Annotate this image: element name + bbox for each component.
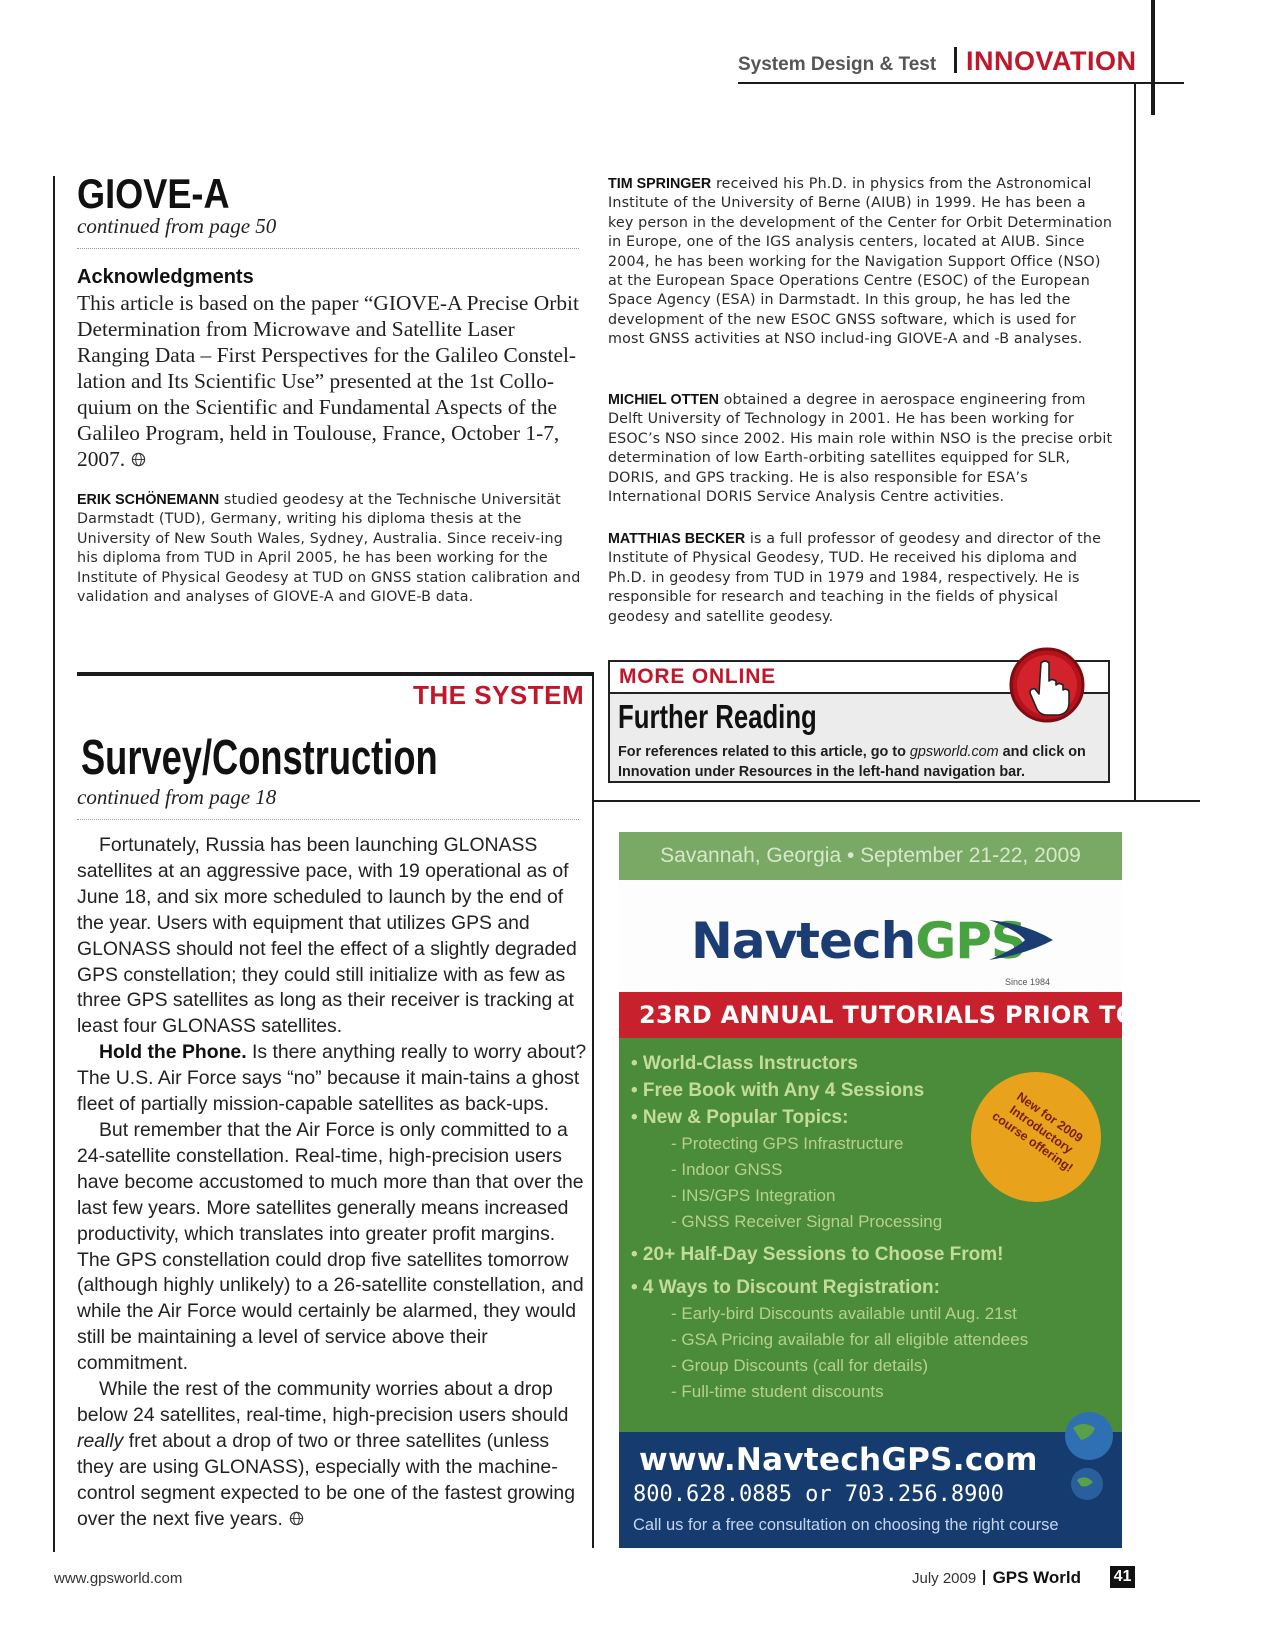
bio-name: ERIK SCHÖNEMANN bbox=[77, 492, 220, 508]
logo-swoosh-icon bbox=[987, 914, 1057, 964]
bio-matthias bbox=[608, 530, 1114, 627]
ad-feature-item: • New & Popular Topics: bbox=[631, 1107, 849, 1128]
header-underline bbox=[738, 82, 1184, 84]
footer-divider bbox=[983, 1570, 985, 1585]
system-paragraph-text: While the rest of the community worries about a drop below 24 satellites, real-time, high-precision users should bbox=[77, 1378, 569, 1426]
logo-text-a: Navtech bbox=[691, 912, 916, 970]
ad-feature-item: • 4 Ways to Discount Registration: bbox=[631, 1277, 940, 1298]
footer-magazine: GPS World bbox=[992, 1568, 1082, 1587]
system-continued: continued from page 18 bbox=[77, 785, 277, 809]
acknowledgments-text: This article is based on the paper “GIOVE-A Precise Orbit Determination from Microwave and Satellite Laser Ranging Data – First Perspectives for the Galileo Constel-lation and Its Scientific Use” presented at the 1st Collo-quium on the Scientific and Fundamental Aspects of the Galileo Program, held in Toulouse, France, October 1-7, 2007. bbox=[77, 291, 579, 471]
giove-continued: continued from page 50 bbox=[77, 214, 277, 238]
footer-date: July 2009 bbox=[912, 1570, 977, 1587]
page-edge-rule bbox=[1151, 0, 1155, 115]
emphasis-word: really bbox=[77, 1429, 124, 1452]
navtech-logo bbox=[691, 912, 1026, 970]
bio-name: MICHIEL OTTEN bbox=[608, 392, 719, 408]
system-top-rule bbox=[77, 672, 592, 676]
system-right-rule bbox=[592, 672, 594, 1548]
ad-feature-subitem: - INS/GPS Integration bbox=[671, 1186, 836, 1205]
further-reading-text-a: For references related to this article, go to bbox=[618, 744, 910, 760]
system-dotted-rule bbox=[77, 819, 579, 820]
ad-phone: 800.628.0885 or 703.256.8900 bbox=[633, 1482, 1004, 1507]
bio-name: MATTHIAS BECKER bbox=[608, 531, 746, 547]
ad-feature-subitem: - GSA Pricing available for all eligible attendees bbox=[671, 1330, 1029, 1349]
further-reading-link[interactable]: gpsworld.com bbox=[909, 744, 999, 760]
ad-event-line: Savannah, Georgia • September 21-22, 2009 bbox=[619, 832, 1122, 880]
system-kicker: THE SYSTEM bbox=[413, 680, 585, 710]
bio-name: TIM SPRINGER bbox=[608, 176, 712, 192]
ad-feature-subitem: - Protecting GPS Infrastructure bbox=[671, 1134, 904, 1153]
further-reading-title: Further Reading bbox=[618, 698, 817, 735]
system-body bbox=[77, 833, 587, 1532]
globe-graphic-icon bbox=[1049, 1402, 1119, 1512]
logo-since: Since 1984 bbox=[1005, 977, 1051, 987]
right-column-rule bbox=[1134, 84, 1136, 802]
page-number: 41 bbox=[1110, 1566, 1135, 1588]
left-column-rule bbox=[53, 176, 55, 1552]
ad-feature-subitem: - GNSS Receiver Signal Processing bbox=[671, 1212, 943, 1231]
cross-rule bbox=[592, 800, 1200, 802]
header-divider bbox=[954, 47, 957, 73]
footer-issue bbox=[912, 1568, 1081, 1588]
footer-website[interactable]: www.gpsworld.com bbox=[54, 1570, 183, 1587]
system-paragraph-text: fret about a drop of two or three satellites (unless they are using GLONASS), especially with the machine-control segment expected to be one of the fastest growing over the next five years. bbox=[77, 1429, 576, 1530]
ad-call-line: Call us for a free consultation on choosing the right course bbox=[633, 1516, 1059, 1534]
ad-feature-item: • Free Book with Any 4 Sessions bbox=[631, 1080, 925, 1101]
system-paragraph bbox=[77, 1377, 587, 1532]
system-paragraph bbox=[77, 1040, 587, 1118]
ad-url[interactable]: www.NavtechGPS.com bbox=[639, 1442, 1038, 1478]
system-title: Survey/Construction bbox=[81, 731, 438, 785]
ad-feature-subitem: - Early-bird Discounts available until Aug. 21st bbox=[671, 1304, 1017, 1323]
ad-feature-item: • 20+ Half-Day Sessions to Choose From! bbox=[631, 1244, 1004, 1265]
department-kicker: INNOVATION bbox=[966, 46, 1137, 76]
ad-feature-subitem: - Indoor GNSS bbox=[671, 1160, 783, 1179]
ad-contact-area bbox=[619, 1432, 1122, 1548]
run-in-heading: Hold the Phone. bbox=[99, 1041, 247, 1064]
section-label: System Design & Test bbox=[738, 54, 937, 75]
acknowledgments-block bbox=[77, 290, 580, 472]
giove-title: GIOVE-A bbox=[77, 170, 230, 217]
ad-stamp-text: New for 2009 Introductory course offering! bbox=[989, 1089, 1086, 1175]
giove-dotted-rule bbox=[77, 248, 579, 249]
system-paragraph-text: Is there anything really to worry about? The U.S. Air Force says “no” because it main-tains a ghost fleet of partially mission-capable satellites as back-ups. bbox=[77, 1041, 587, 1116]
bio-michiel bbox=[608, 391, 1114, 507]
bio-text: is a full professor of geodesy and director of the Institute of Physical Geodesy, TUD. He received his diploma and Ph.D. in geodesy from TUD in 1979 and 1984, respectively. He is responsible for research and teaching in the fields of physical geodesy and satellite geodesy. bbox=[608, 531, 1102, 625]
bio-erik bbox=[77, 491, 583, 607]
ad-feature-subitem: - Group Discounts (call for details) bbox=[671, 1356, 928, 1375]
bio-text: received his Ph.D. in physics from the Astronomical Institute of the University of Berne (AIUB) in 1999. He has been a key person in the development of the Center for Orbit Determination in Europe, one of the IGS analysis centers, located at AIUB. Since 2004, he has been working for the Navigation Support Office (NSO) at the European Space Operations Centre (ESOC) of the European Space Agency (ESA) in Darmstadt. In this group, he has led the development of the new ESOC GNSS software, which is used for most GNSS activities at NSO includ-ing GIOVE-A and -B analyses. bbox=[608, 176, 1113, 348]
further-reading-text-b: and click on Innovation under Resources in the left-hand navigation bar. bbox=[618, 744, 1086, 780]
ad-tutorial-band: 23RD ANNUAL TUTORIALS PRIOR TO ION GNSS bbox=[619, 992, 1122, 1038]
bio-text: studied geodesy at the Technische Universität Darmstadt (TUD), Germany, writing his diploma thesis at the University of New South Wales, Sydney, Australia. Since receiv-ing his diploma from TUD in April 2005, he has been working for the Institute of Physical Geodesy at TUD on GNSS station calibration and validation and analyses of GIOVE-A and GIOVE-B data. bbox=[77, 492, 581, 606]
navtech-advertisement[interactable] bbox=[619, 832, 1279, 1548]
system-paragraph: Fortunately, Russia has been launching GLONASS satellites at an aggressive pace, with 19 operational as of June 18, and six more scheduled to launch by the end of the year. Users with equipment that utilizes GPS and GLONASS should not feel the effect of a slightly degraded GPS constellation; they could still initialize with as few as three GPS satellites as long as their receiver is tracking at least four GLONASS satellites. bbox=[77, 834, 577, 1038]
ad-feature-item: • World-Class Instructors bbox=[631, 1053, 858, 1074]
pointer-hand-icon[interactable] bbox=[1007, 645, 1087, 725]
system-paragraph: But remember that the Air Force is only committed to a 24-satellite constellation. Real-time, high-precision users have become accustomed to much more than that over the last few years. More satellites generally means increased productivity, which translates into greater profit margins. The GPS constellation could drop five satellites tomorrow (although highly unlikely) to a 26-satellite constellation, and while the Air Force would certainly be alarmed, they would still be maintaining a level of service above their commitment. bbox=[77, 1118, 584, 1375]
further-reading-text bbox=[618, 742, 1088, 782]
bio-text: obtained a degree in aerospace engineering from Delft University of Technology in 2001. He has been working for ESOC’s NSO since 2002. His main role within NSO is the precise orbit determination of low Earth-orbiting satellites equipped for SLR, DORIS, and GPS tracking. He is also responsible for ESA’s International DORIS Service Analysis Centre activities. bbox=[608, 392, 1113, 506]
globe-end-icon bbox=[289, 1511, 304, 1526]
logo-text-b: GPS bbox=[915, 912, 1026, 970]
globe-end-icon bbox=[131, 452, 146, 467]
bio-tim bbox=[608, 175, 1114, 350]
more-online-label: MORE ONLINE bbox=[619, 665, 776, 688]
acknowledgments-heading: Acknowledgments bbox=[77, 266, 254, 288]
ad-feature-subitem: - Full-time student discounts bbox=[671, 1382, 884, 1401]
